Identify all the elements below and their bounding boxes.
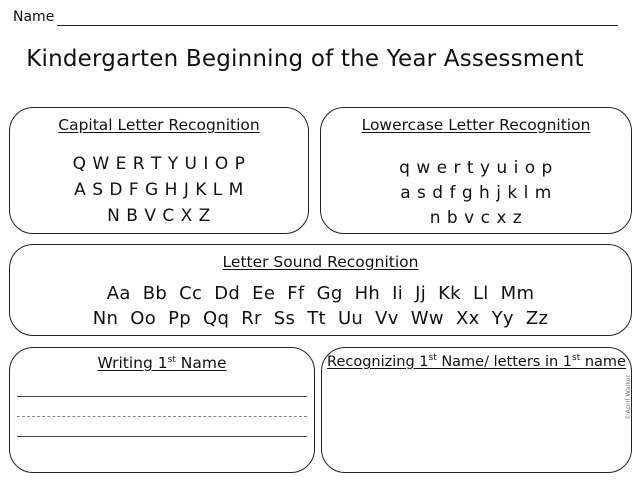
capital-row-3: N B V C X Z <box>107 206 211 226</box>
writing-title-sup: st <box>167 354 176 365</box>
sound-row-2: Nn Oo Pp Qq Rr Ss Tt Uu Vv Ww Xx Yy Zz <box>92 308 549 329</box>
lowercase-letter-title: Lowercase Letter Recognition <box>361 116 591 134</box>
lowercase-row-2: a s d f g h j k l m <box>400 183 552 203</box>
writing-name-box <box>9 347 315 473</box>
recognizing-title-sup2: st <box>572 353 581 364</box>
writing-title-suffix: Name <box>175 354 227 372</box>
lowercase-letter-box <box>320 107 632 234</box>
writing-mid-line[interactable] <box>17 416 307 417</box>
credit-text: ©April Walker <box>624 374 632 420</box>
page-title: Kindergarten Beginning of the Year Assessment <box>26 46 584 72</box>
sound-row-1: Aa Bb Cc Dd Ee Ff Gg Hh Ii Jj Kk Ll Mm <box>106 283 535 304</box>
capital-letter-box <box>9 107 309 234</box>
capital-letter-title: Capital Letter Recognition <box>58 116 260 134</box>
recognizing-title-mid: Name/ letters in 1 <box>436 354 573 370</box>
name-label: Name <box>13 9 55 25</box>
writing-base-line[interactable] <box>17 436 307 437</box>
recognizing-name-title <box>322 354 631 370</box>
recognizing-name-box <box>321 347 632 473</box>
letter-sound-title: Letter Sound Recognition <box>222 253 419 271</box>
recognizing-title-suffix: name <box>580 354 626 370</box>
recognizing-title-sup: st <box>428 353 437 364</box>
letter-sound-box <box>9 244 632 336</box>
writing-top-line[interactable] <box>17 396 307 397</box>
recognizing-title-prefix: Recognizing 1 <box>327 354 429 370</box>
writing-name-title <box>10 354 314 372</box>
writing-title-prefix: Writing 1 <box>97 354 168 372</box>
capital-row-1: Q W E R T Y U I O P <box>72 154 246 174</box>
lowercase-row-3: n b v c x z <box>429 208 523 228</box>
name-line[interactable] <box>57 25 618 26</box>
capital-row-2: A S D F G H J K L M <box>74 180 244 200</box>
lowercase-row-1: q w e r t y u i o p <box>399 158 553 178</box>
name-row <box>13 8 618 28</box>
